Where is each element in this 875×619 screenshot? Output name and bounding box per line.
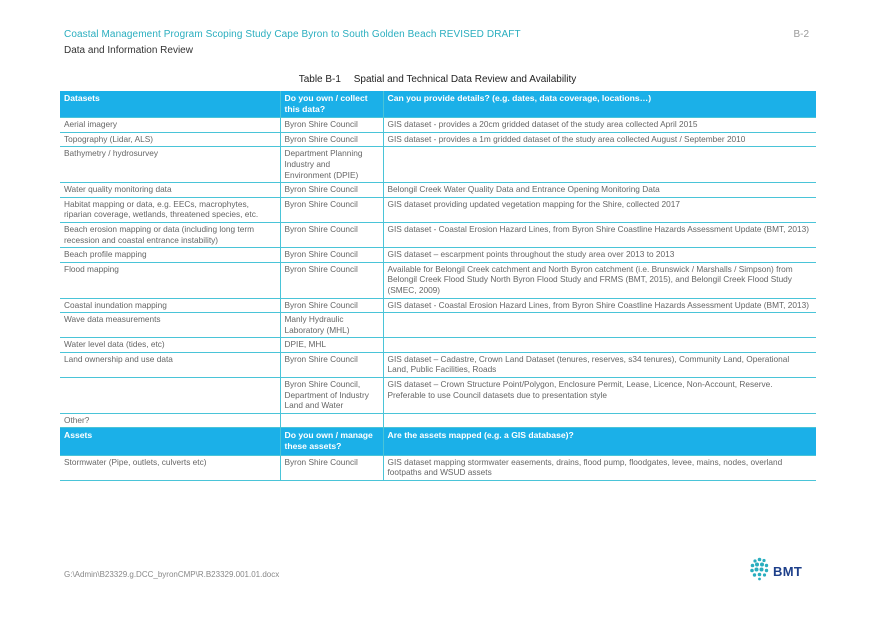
column-header: Datasets (60, 91, 280, 118)
table-row (60, 338, 816, 353)
table-cell: Byron Shire Council, Department of Industry Land and Water (280, 378, 383, 414)
table-row (60, 197, 816, 222)
table-row (60, 313, 816, 338)
table-cell: GIS dataset - Coastal Erosion Hazard Lines, from Byron Shire Coastline Hazards Assessment Update (BMT, 2013) (383, 298, 816, 313)
table-cell: Other? (60, 413, 280, 428)
table-cell: Available for Belongil Creek catchment and North Byron catchment (i.e. Brunswick / Marshalls / Simpson) from Belongil Creek Flood Study North Byron Flood Study and FRMS (BMT, 2015), and Belongil Creek Flood Study (SMEC, 2009) (383, 262, 816, 298)
table-cell: Byron Shire Council (280, 298, 383, 313)
table-row (60, 183, 816, 198)
data-review-table (60, 91, 816, 481)
table-cell: Wave data measurements (60, 313, 280, 338)
file-path: G:\Admin\B23329.g.DCC_byronCMP\R.B23329.001.01.docx (64, 570, 280, 579)
table-row (60, 147, 816, 183)
table-cell: Belongil Creek Water Quality Data and Entrance Opening Monitoring Data (383, 183, 816, 198)
table-cell: Topography (Lidar, ALS) (60, 132, 280, 147)
table-cell: GIS dataset – Cadastre, Crown Land Dataset (tenures, reserves, s34 tenures), Community Land, Operational Land, Public Facilities, Roads (383, 352, 816, 377)
table-cell: Coastal inundation mapping (60, 298, 280, 313)
table-caption-text: Spatial and Technical Data Review and Availability (353, 74, 577, 85)
column-header: Are the assets mapped (e.g. a GIS database)? (383, 428, 816, 455)
table-cell: GIS dataset - provides a 20cm gridded dataset of the study area collected April 2015 (383, 118, 816, 133)
table-cell: DPIE, MHL (280, 338, 383, 353)
table-row (60, 352, 816, 377)
document-title: Coastal Management Program Scoping Study Cape Byron to South Golden Beach REVISED DRAFT (64, 29, 521, 40)
section-subtitle: Data and Information Review (64, 45, 193, 56)
column-header: Do you own / manage these assets? (280, 428, 383, 455)
table-cell: Habitat mapping or data, e.g. EECs, macrophytes, riparian coverage, wetlands, threatened species, etc. (60, 197, 280, 222)
table-cell: Flood mapping (60, 262, 280, 298)
table-cell (383, 413, 816, 428)
table-cell: Department Planning Industry and Environment (DPIE) (280, 147, 383, 183)
data-review-table-container (60, 91, 816, 481)
table-row (60, 118, 816, 133)
table-row (60, 132, 816, 147)
table-header-row (60, 91, 816, 118)
table-row (60, 298, 816, 313)
table-cell: Aerial imagery (60, 118, 280, 133)
table-cell (60, 378, 280, 414)
table-cell: GIS dataset mapping stormwater easements, drains, flood pump, floodgates, levee, mains, nodes, overland footpaths and WSUD assets (383, 455, 816, 480)
table-cell: Manly Hydraulic Laboratory (MHL) (280, 313, 383, 338)
table-cell: Bathymetry / hydrosurvey (60, 147, 280, 183)
table-cell: Beach profile mapping (60, 248, 280, 263)
table-cell: Stormwater (Pipe, outlets, culverts etc) (60, 455, 280, 480)
table-cell: Byron Shire Council (280, 352, 383, 377)
table-cell (280, 413, 383, 428)
table-cell: Water quality monitoring data (60, 183, 280, 198)
column-header: Assets (60, 428, 280, 455)
table-cell (383, 147, 816, 183)
table-cell: GIS dataset - Coastal Erosion Hazard Lines, from Byron Shire Coastline Hazards Assessment Update (BMT, 2013) (383, 222, 816, 247)
table-number: Table B-1 (298, 74, 341, 85)
table-cell: Byron Shire Council (280, 132, 383, 147)
table-row (60, 455, 816, 480)
table-cell (383, 313, 816, 338)
table-caption (0, 74, 875, 85)
table-cell: GIS dataset providing updated vegetation mapping for the Shire, collected 2017 (383, 197, 816, 222)
table-cell: Byron Shire Council (280, 262, 383, 298)
table-cell: GIS dataset - provides a 1m gridded dataset of the study area collected August / September 2010 (383, 132, 816, 147)
table-cell: Byron Shire Council (280, 222, 383, 247)
table-cell: Byron Shire Council (280, 197, 383, 222)
column-header: Do you own / collect this data? (280, 91, 383, 118)
table-cell: Water level data (tides, etc) (60, 338, 280, 353)
table-cell: GIS dataset – Crown Structure Point/Polygon, Enclosure Permit, Lease, Licence, Non-Account, Reserve. Preferable to use Council datasets due to presentation style (383, 378, 816, 414)
column-header: Can you provide details? (e.g. dates, data coverage, locations…) (383, 91, 816, 118)
table-cell: Beach erosion mapping or data (including long term recession and coastal entrance instability) (60, 222, 280, 247)
table-row (60, 222, 816, 247)
page-number: B-2 (793, 29, 809, 40)
table-cell: Byron Shire Council (280, 118, 383, 133)
table-cell: Land ownership and use data (60, 352, 280, 377)
table-row (60, 378, 816, 414)
table-row (60, 262, 816, 298)
bmt-logo-text: BMT (773, 564, 803, 579)
table-row (60, 413, 816, 428)
table-cell: Byron Shire Council (280, 455, 383, 480)
table-cell (383, 338, 816, 353)
table-header-row (60, 428, 816, 455)
table-cell: Byron Shire Council (280, 183, 383, 198)
table-cell: GIS dataset – escarpment points throughout the study area over 2013 to 2013 (383, 248, 816, 263)
table-cell: Byron Shire Council (280, 248, 383, 263)
table-row (60, 248, 816, 263)
